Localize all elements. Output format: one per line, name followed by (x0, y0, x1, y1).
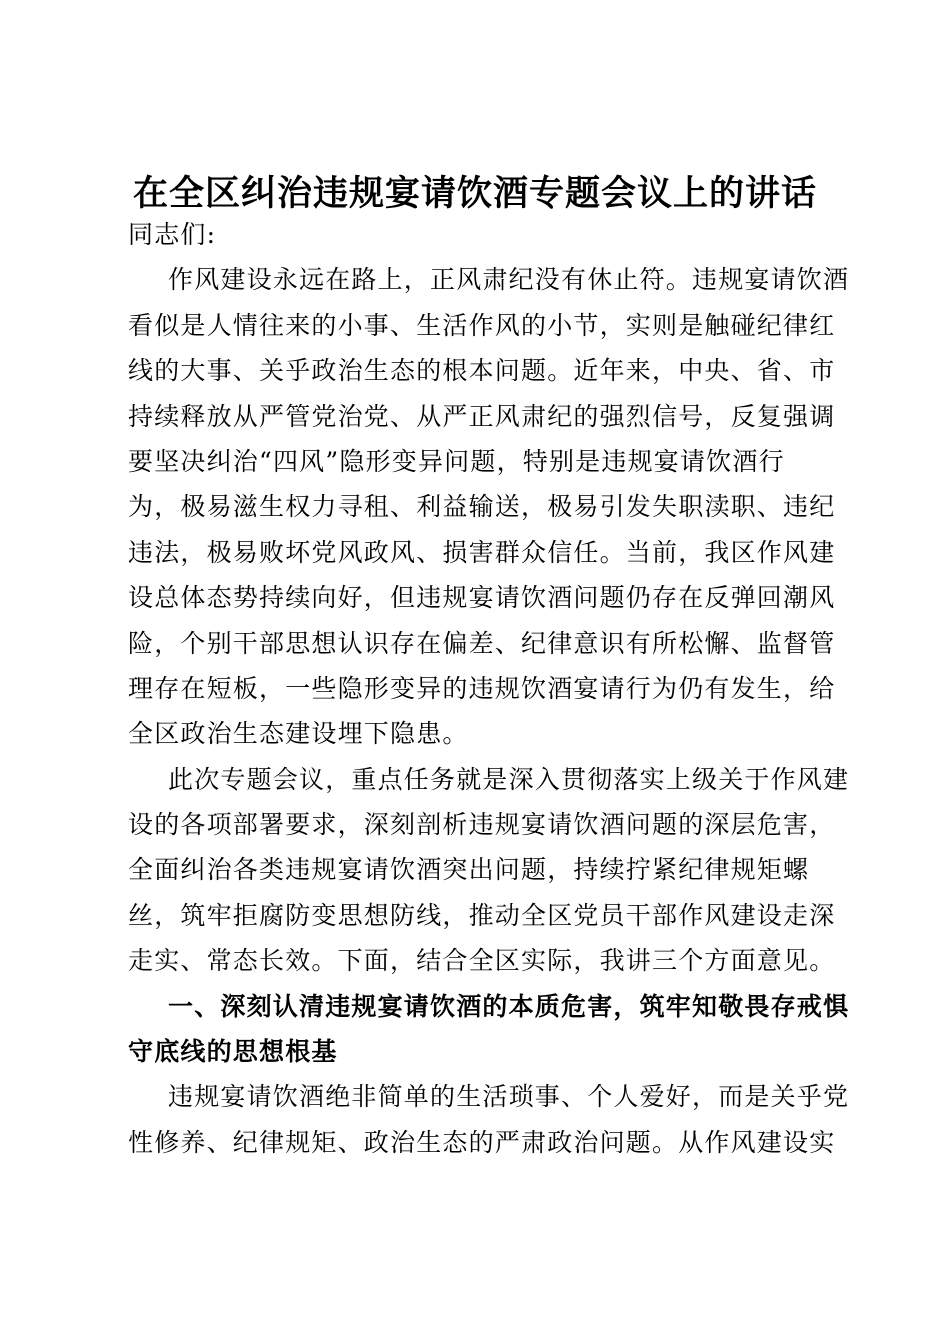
paragraph-line: 全面纠治各类违规宴请饮酒突出问题，持续拧紧纪律规矩螺 (128, 855, 810, 885)
paragraph-line: 线的大事、关乎政治生态的根本问题。近年来，中央、省、市 (128, 356, 836, 386)
section-heading-1 (128, 984, 850, 1075)
paragraph-line: 持续释放从严管党治党、从严正风肃纪的强烈信号，反复强调 (128, 401, 836, 431)
paragraph-line: 设的各项部署要求，深刻剖析违规宴请饮酒问题的深层危害， (128, 810, 836, 840)
paragraph-line: 要坚决纠治“四风”隐形变异问题，特别是违规宴请饮酒行 (128, 446, 785, 476)
heading-line: 一、深刻认清违规宴请饮酒的本质危害，筑牢知敬畏存戒惧 (168, 991, 850, 1021)
paragraph-line: 违规宴请饮酒绝非简单的生活琐事、个人爱好，而是关乎党 (168, 1082, 850, 1112)
paragraph-line: 性修养、纪律规矩、政治生态的严肃政治问题。从作风建设实 (128, 1127, 836, 1157)
paragraph-2 (128, 757, 850, 984)
paragraph-line: 走实、常态长效。下面，结合全区实际，我讲三个方面意见。 (128, 946, 836, 976)
paragraph-line: 险，个别干部思想认识存在偏差、纪律意识有所松懈、监督管 (128, 628, 836, 658)
paragraph-line: 作风建设永远在路上，正风肃纪没有休止符。违规宴请饮酒 (168, 265, 850, 295)
document-body (128, 212, 850, 1165)
heading-line: 守底线的思想根基 (128, 1037, 338, 1067)
paragraph-line: 看似是人情往来的小事、生活作风的小节，实则是触碰纪律红 (128, 310, 836, 340)
document-title: 在全区纠治违规宴请饮酒专题会议上的讲话 (132, 174, 817, 214)
paragraph-line: 此次专题会议，重点任务就是深入贯彻落实上级关于作风建 (168, 764, 850, 794)
paragraph-line: 设总体态势持续向好，但违规宴请饮酒问题仍存在反弹回潮风 (128, 583, 836, 613)
paragraph-3 (128, 1074, 850, 1165)
paragraph-1 (128, 257, 850, 756)
salutation: 同志们: (128, 220, 217, 249)
paragraph-line: 为，极易滋生权力寻租、利益输送，极易引发失职渎职、违纪 (128, 492, 836, 522)
paragraph-line: 理存在短板，一些隐形变异的违规饮酒宴请行为仍有发生，给 (128, 673, 836, 703)
paragraph-line: 丝，筑牢拒腐防变思想防线，推动全区党员干部作风建设走深 (128, 900, 836, 930)
paragraph-line: 违法，极易败坏党风政风、损害群众信任。当前，我区作风建 (128, 537, 836, 567)
paragraph-line: 全区政治生态建设埋下隐患。 (128, 719, 469, 749)
